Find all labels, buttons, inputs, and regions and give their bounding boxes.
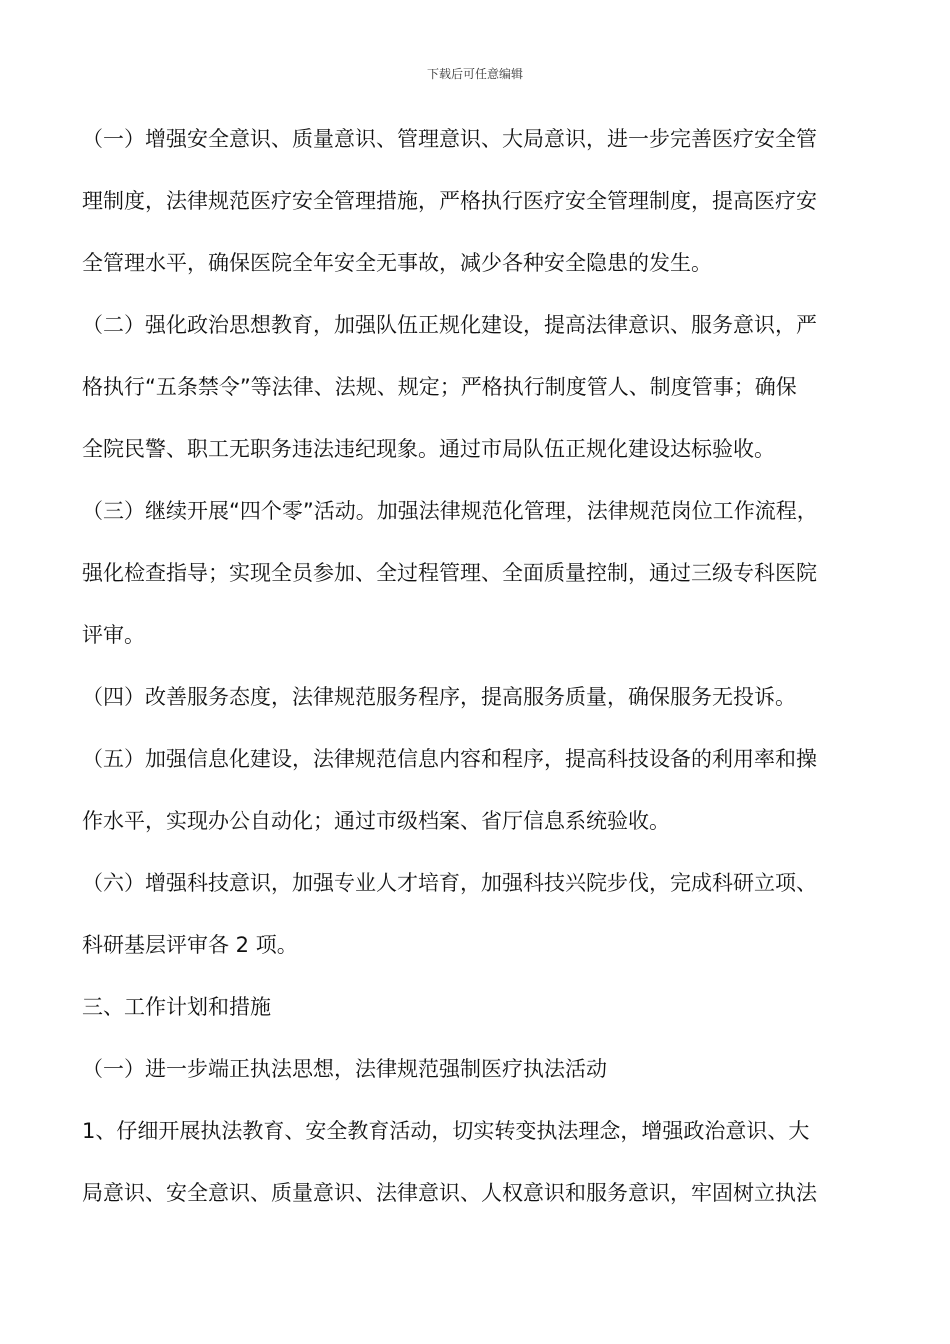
paragraph-goal-6	[82, 852, 872, 976]
text-line: 1、仔细开展执法教育、安全教育活动，切实转变执法理念，增强政治意识、大	[82, 1119, 810, 1143]
paragraph-goal-1	[82, 108, 872, 294]
text-line: （六）增强科技意识，加强专业人才培育，加强科技兴院步伐，完成科研立项、	[82, 871, 817, 895]
text-line: 局意识、安全意识、质量意识、法律意识、人权意识和服务意识，牢固树立执法	[82, 1181, 817, 1205]
text-line: （四）改善服务态度，法律规范服务程序，提高服务质量，确保服务无投诉。	[82, 685, 796, 709]
text-line: 强化检查指导；实现全员参加、全过程管理、全面质量控制，通过三级专科医院	[82, 561, 817, 585]
paragraph-goal-4	[82, 666, 872, 728]
text-line: 科研基层评审各 2 项。	[82, 933, 298, 957]
text-line: （二）强化政治思想教育，加强队伍正规化建设，提高法律意识、服务意识，严	[82, 313, 817, 337]
text-line: （一）增强安全意识、质量意识、管理意识、大局意识，进一步完善医疗安全管	[82, 127, 817, 151]
heading-line: （一）进一步端正执法思想，法律规范强制医疗执法活动	[82, 1057, 607, 1081]
heading-line: 三、工作计划和措施	[82, 995, 271, 1019]
document-body	[82, 108, 872, 1224]
text-line: 全管理水平，确保医院全年安全无事故，减少各种安全隐患的发生。	[82, 251, 712, 275]
text-line: 格执行“五条禁令”等法律、法规、规定；严格执行制度管人、制度管事；确保	[82, 375, 797, 399]
text-line: 作水平，实现办公自动化；通过市级档案、省厅信息系统验收。	[82, 809, 670, 833]
paragraph-goal-2	[82, 294, 872, 480]
text-line: 评审。	[82, 623, 145, 647]
section-heading	[82, 976, 872, 1038]
text-line: 理制度，法律规范医疗安全管理措施，严格执行医疗安全管理制度，提高医疗安	[82, 189, 817, 213]
text-line: （三）继续开展“四个零”活动。加强法律规范化管理，法律规范岗位工作流程，	[82, 499, 818, 523]
text-line: 全院民警、职工无职务违法违纪现象。通过市局队伍正规化建设达标验收。	[82, 437, 775, 461]
paragraph-measure-1	[82, 1100, 872, 1224]
subsection-heading	[82, 1038, 872, 1100]
paragraph-goal-5	[82, 728, 872, 852]
text-line: （五）加强信息化建设，法律规范信息内容和程序，提高科技设备的利用率和操	[82, 747, 817, 771]
page-header: 下载后可任意编辑	[426, 67, 523, 81]
paragraph-goal-3	[82, 480, 872, 666]
